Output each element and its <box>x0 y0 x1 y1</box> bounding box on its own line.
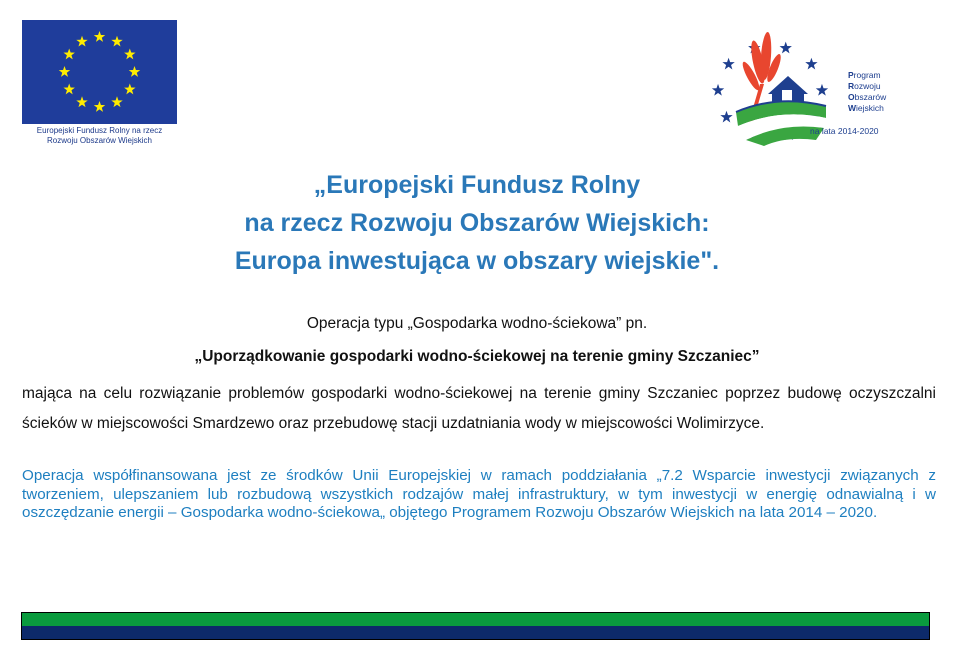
prow-line4-cap: W <box>848 103 857 113</box>
operation-description: mająca na celu rozwiązanie problemów gospodarki wodno-ściekowej na terenie gminy Szczaniec poprzez budowę oczyszczalni ścieków w miejscowości Smardzewo oraz przebudowę stacji uzdatniania wody w miejscowości Wolimirzyce. <box>22 385 936 432</box>
prow-line3-cap: O <box>848 92 855 102</box>
prow-line1 <box>848 70 886 81</box>
eu-caption-line2: Rozwoju Obszarów Wiejskich <box>47 136 152 145</box>
prow-line4 <box>848 103 886 114</box>
eu-logo <box>22 20 177 150</box>
prow-line3-rest: bszarów <box>854 92 887 102</box>
prow-line4-rest: iejskich <box>856 103 884 113</box>
title-line2: na rzecz Rozwoju Obszarów Wiejskich: <box>244 209 710 237</box>
eu-flag-icon <box>22 20 177 124</box>
cofinancing-note: Operacja współfinansowana jest ze środków Unii Europejskiej w ramach poddziałania „7.2 Wsparcie inwestycji związanych z tworzeniem, ulepszaniem lub rozbudową wszystkich rodzajów małej infrastruktury, w tym inwestycji w energię odnawialną i w oszczędzanie energii – Gospodarka wodno-ściekowa„ objętego Programem Rozwoju Obszarów Wiejskich na lata 2014 – 2020. <box>22 467 936 521</box>
prow-star-icon <box>805 58 817 70</box>
prow-star-icon <box>816 84 828 96</box>
eu-caption-line1: Europejski Fundusz Rolny na rzecz <box>36 126 163 135</box>
footer-bar-navy <box>21 626 930 640</box>
prow-star-icon <box>720 111 732 123</box>
prow-star-icon <box>722 58 734 70</box>
title-line1: „Europejski Fundusz Rolny <box>313 171 641 199</box>
prow-star-icon <box>712 84 724 96</box>
operation-name: „Uporządkowanie gospodarki wodno-ściekowej na terenie gminy Szczaniec” <box>194 348 760 365</box>
prow-line1-rest: rogram <box>853 70 881 80</box>
title-line3: Europa inwestująca w obszary wiejskie". <box>234 247 720 275</box>
footer-bar-green <box>21 612 930 626</box>
prow-years: na lata 2014-2020 <box>810 126 879 136</box>
prow-line2-cap: R <box>848 81 855 91</box>
prow-line2 <box>848 81 886 92</box>
eu-logo-caption <box>22 126 177 146</box>
prow-logo-text <box>848 70 886 114</box>
prow-line3 <box>848 92 886 103</box>
prow-line2-rest: ozwoju <box>854 81 881 91</box>
page-title <box>0 166 954 280</box>
prow-logo <box>708 28 908 148</box>
prow-star-icon <box>780 42 792 54</box>
operation-type: Operacja typu „Gospodarka wodno-ściekowa” pn. <box>306 315 648 332</box>
prow-line1-cap: P <box>848 70 854 80</box>
